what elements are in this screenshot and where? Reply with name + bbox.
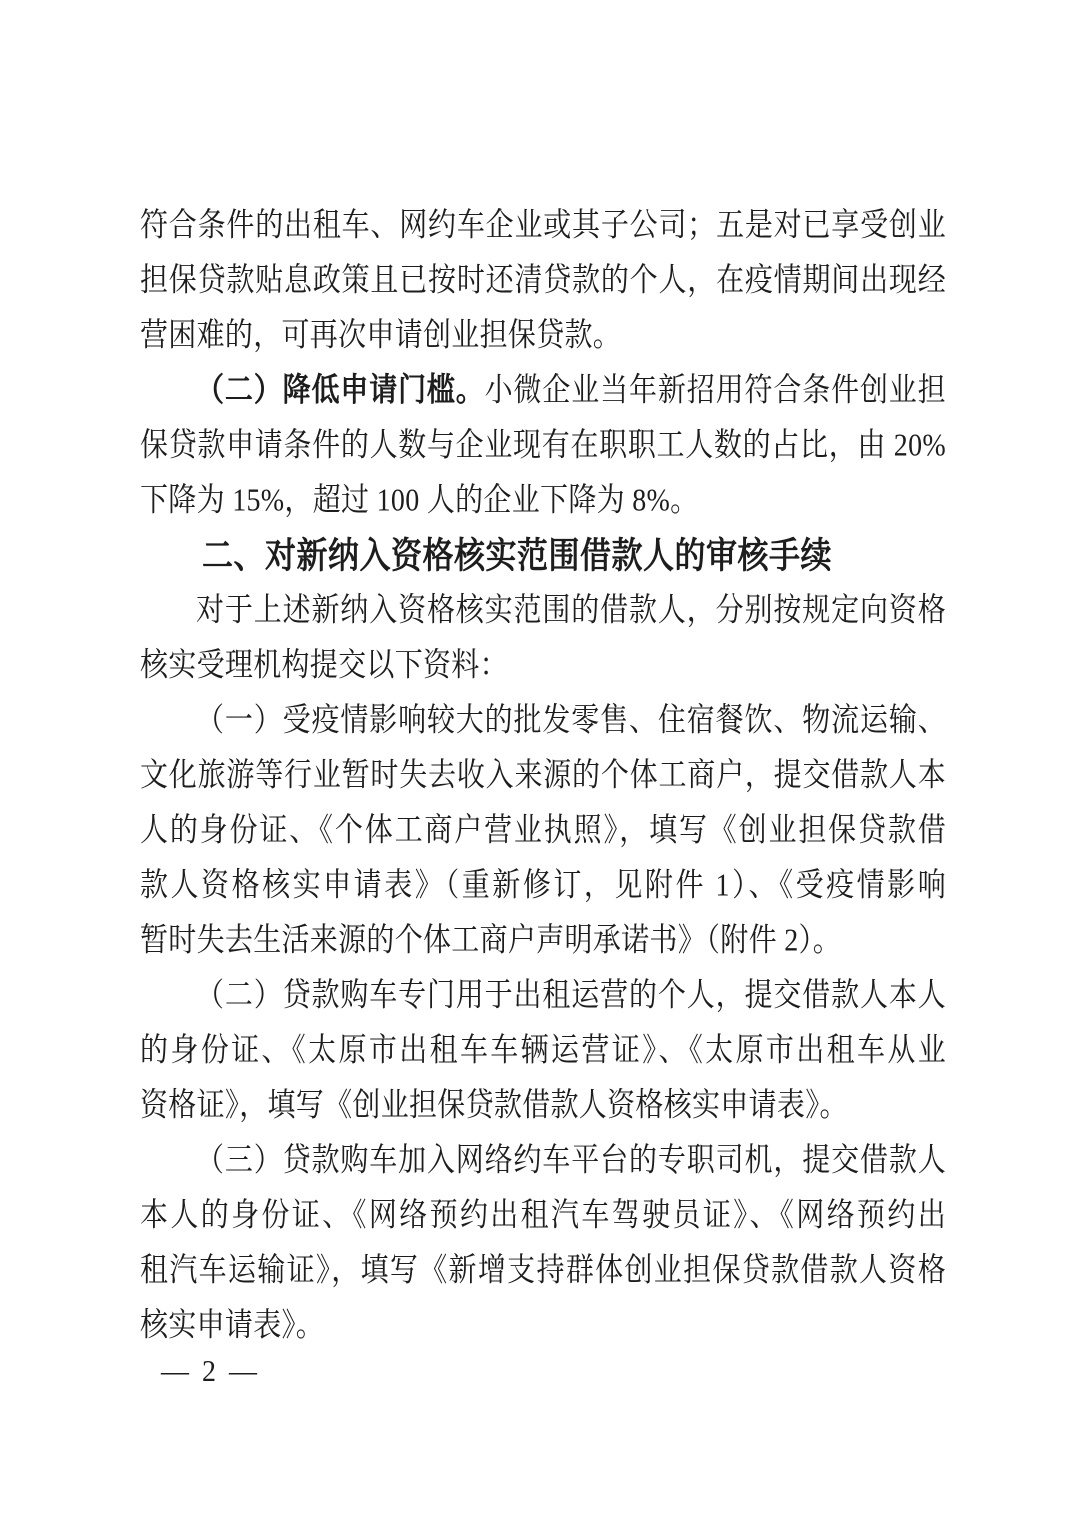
text-segment: 核实受理机构提交以下资料： (140, 647, 508, 684)
text-line (140, 909, 946, 972)
text-line (140, 1074, 946, 1137)
text-line (140, 1019, 946, 1082)
text-segment: 营困难的，可再次申请创业担保贷款。 (140, 317, 622, 354)
text-segment: 款人资格核实申请表》（重新修订，见附件 1）、《受疫情影响 (140, 867, 946, 904)
text-line (140, 304, 946, 367)
text-segment: 租汽车运输证》，填写《新增支持群体创业担保贷款借款人资格 (140, 1252, 946, 1289)
text-segment: （一）受疫情影响较大的批发零售、住宿餐饮、物流运输、 (196, 702, 946, 739)
text-line (140, 414, 946, 477)
text-line (140, 579, 946, 642)
text-line (140, 1294, 946, 1357)
section-heading-line (140, 524, 946, 587)
text-segment: 人的身份证、《个体工商户营业执照》，填写《创业担保贷款借 (140, 812, 946, 849)
text-line (140, 1184, 946, 1247)
text-segment: 对于上述新纳入资格核实范围的借款人，分别按规定向资格 (196, 592, 946, 629)
text-segment: （二）降低申请门槛。 (196, 372, 485, 409)
text-line (140, 744, 946, 807)
text-line (140, 634, 946, 697)
text-segment: （二）贷款购车专门用于出租运营的个人，提交借款人本人 (196, 977, 946, 1014)
text-segment: 核实申请表》。 (140, 1307, 325, 1344)
text-segment: 担保贷款贴息政策且已按时还清贷款的个人，在疫情期间出现经 (140, 262, 946, 299)
text-segment: 文化旅游等行业暂时失去收入来源的个体工商户，提交借款人本 (140, 757, 946, 794)
text-segment: 暂时失去生活来源的个体工商户声明承诺书》（附件 2）。 (140, 922, 842, 959)
text-line (140, 194, 946, 257)
text-line (140, 1239, 946, 1302)
text-segment: 资格证》，填写《创业担保贷款借款人资格核实申请表》。 (140, 1087, 848, 1124)
text-segment: 的身份证、《太原市出租车车辆运营证》、《太原市出租车从业 (140, 1032, 946, 1069)
text-line (140, 359, 946, 422)
text-line (140, 799, 946, 862)
text-line (140, 689, 946, 752)
text-segment: 本人的身份证、《网络预约出租汽车驾驶员证》、《网络预约出 (140, 1197, 946, 1234)
text-segment: 保贷款申请条件的人数与企业现有在职职工人数的占比，由 20% (140, 427, 946, 464)
text-segment: 下降为 15%，超过 100 人的企业下降为 8%。 (140, 482, 699, 519)
text-segment: （三）贷款购车加入网络约车平台的专职司机，提交借款人 (196, 1142, 946, 1179)
document-body (140, 198, 946, 1353)
text-segment: 小微企业当年新招用符合条件创业担 (484, 372, 946, 409)
text-line (140, 964, 946, 1027)
text-line (140, 1129, 946, 1192)
text-line (140, 469, 946, 532)
text-segment: 二、对新纳入资格核实范围借款人的审核手续 (202, 535, 832, 576)
page-number: — 2 — (161, 1354, 260, 1389)
text-line (140, 249, 946, 312)
text-segment: 符合条件的出租车、网约车企业或其子公司；五是对已享受创业 (140, 207, 946, 244)
text-line (140, 854, 946, 917)
